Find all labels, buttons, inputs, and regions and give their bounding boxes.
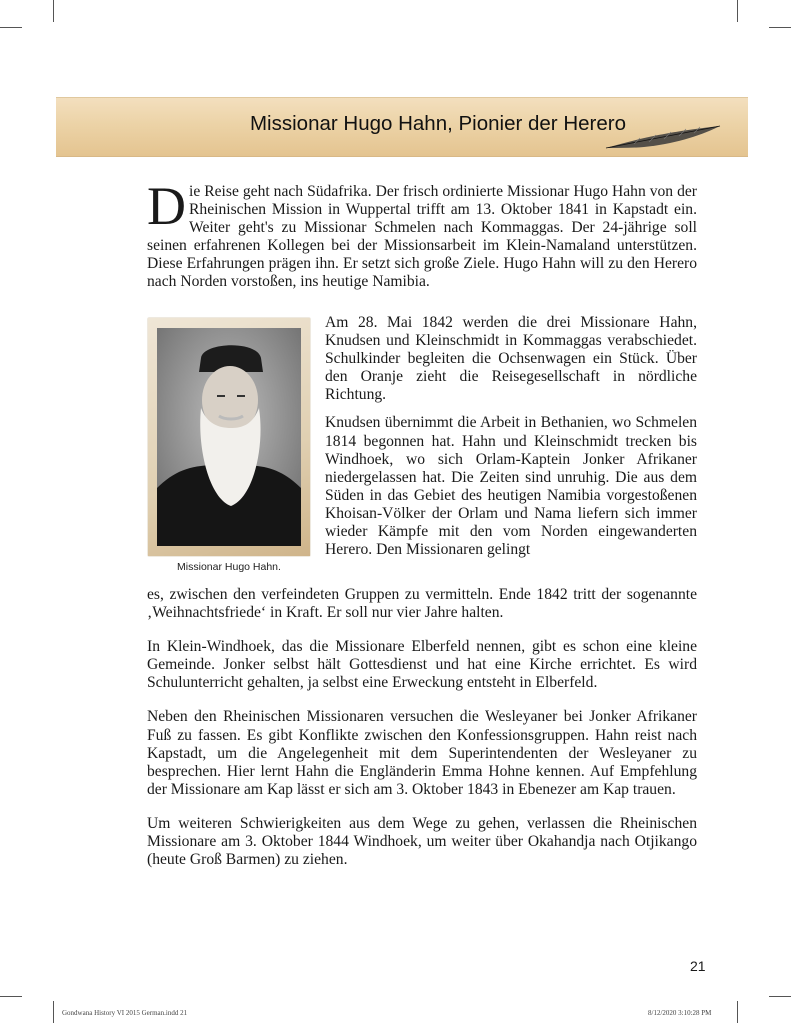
page-title: Missionar Hugo Hahn, Pionier der Herero [249, 112, 626, 135]
crop-mark [769, 27, 791, 28]
side-paragraph: Knudsen übernimmt die Arbeit in Bethanien, wo Schmelen 1814 begonnen hat. Hahn und Kleinschmidt trecken bis Windhoek, wo sich Orlam-Kaptein Jonker Afrikaner niedergelassen hat. Die Zeiten sind unruhig. Die aus dem Süden in das Gebiet des heutigen Namibia vorgestoßenen Khoisan-Völker der Orlam und Nama liefern sich immer wieder Kämpfe mit den vom Norden eingewanderten Herero. Den Missionaren gelingt [325, 414, 697, 559]
header-banner [56, 97, 748, 157]
figure-caption: Missionar Hugo Hahn. [177, 561, 281, 573]
main-paragraph: es, zwischen den verfeindeten Gruppen zu vermitteln. Ende 1842 tritt der sogenannte ‚Weihnachtsfriede‘ in Kraft. Er soll nur vier Jahre halten. [147, 586, 697, 622]
crop-mark [53, 1001, 54, 1023]
crop-mark [0, 996, 22, 997]
portrait-image [157, 328, 301, 546]
page-number: 21 [690, 958, 706, 974]
main-paragraph: Neben den Rheinischen Missionaren versuchen die Wesleyaner bei Jonker Afrikaner Fuß zu fassen. Es gibt Konflikte zwischen den Konfessionsgruppen. Hahn reist nach Kapstadt, um die Angelegenheit mit dem Superintendenten der Wesleyaner zu besprechen. Hier lernt Hahn die Engländerin Emma Hohne kennen. Auf Empfehlung der Missionare am Kap lässt er sich am 3. Oktober 1843 in Ebenezer am Kap trauen. [147, 708, 697, 798]
crop-mark [737, 0, 738, 22]
footer-timestamp: 8/12/2020 3:10:28 PM [648, 1009, 712, 1017]
drop-cap: D [147, 176, 186, 236]
quill-feather-icon [604, 122, 722, 152]
crop-mark [0, 27, 22, 28]
portrait-photo [148, 318, 310, 556]
crop-mark [53, 0, 54, 22]
side-column [325, 314, 697, 559]
crop-mark [737, 1001, 738, 1023]
side-paragraph: Am 28. Mai 1842 werden die drei Missionare Hahn, Knudsen und Kleinschmidt in Kommaggas verabschiedet. Schulkinder begleiten die Ochsenwagen ein Stück. Über den Oranje zieht die Reisegesellschaft in nördliche Richtung. [325, 314, 697, 404]
main-paragraph: In Klein-Windhoek, das die Missionare Elberfeld nennen, gibt es schon eine kleine Gemeinde. Jonker selbst hält Gottesdienst und hat eine Kirche errichtet. Es wird Schulunterricht gehalten, ja selbst eine Erweckung entsteht in Elberfeld. [147, 638, 697, 692]
intro-paragraph [147, 176, 697, 292]
main-column [147, 586, 697, 879]
crop-mark [769, 996, 791, 997]
footer-file-info: Gondwana History VI 2015 German.indd 21 [62, 1009, 188, 1017]
intro-text: ie Reise geht nach Südafrika. Der frisch ordinierte Missionar Hugo Hahn von der Rheinischen Mission in Wuppertal trifft am 13. Oktober 1841 in Kapstadt ein. Weiter geht's zu Missionar Schmelen nach Kommaggas. Der 24-jährige soll seinen erfahrenen Kollegen bei der Missionsarbeit im Klein-Namaland unterstützen. Diese Erfahrungen prägen ihn. Er setzt sich große Ziele. Hugo Hahn will zu den Herero nach Norden vorstoßen, ins heutige Namibia. [147, 183, 697, 291]
main-paragraph: Um weiteren Schwierigkeiten aus dem Wege zu gehen, verlassen die Rheinischen Missionare am 3. Oktober 1844 Windhoek, um weiter über Okahandja nach Otjikango (heute Groß Barmen) zu ziehen. [147, 814, 697, 869]
